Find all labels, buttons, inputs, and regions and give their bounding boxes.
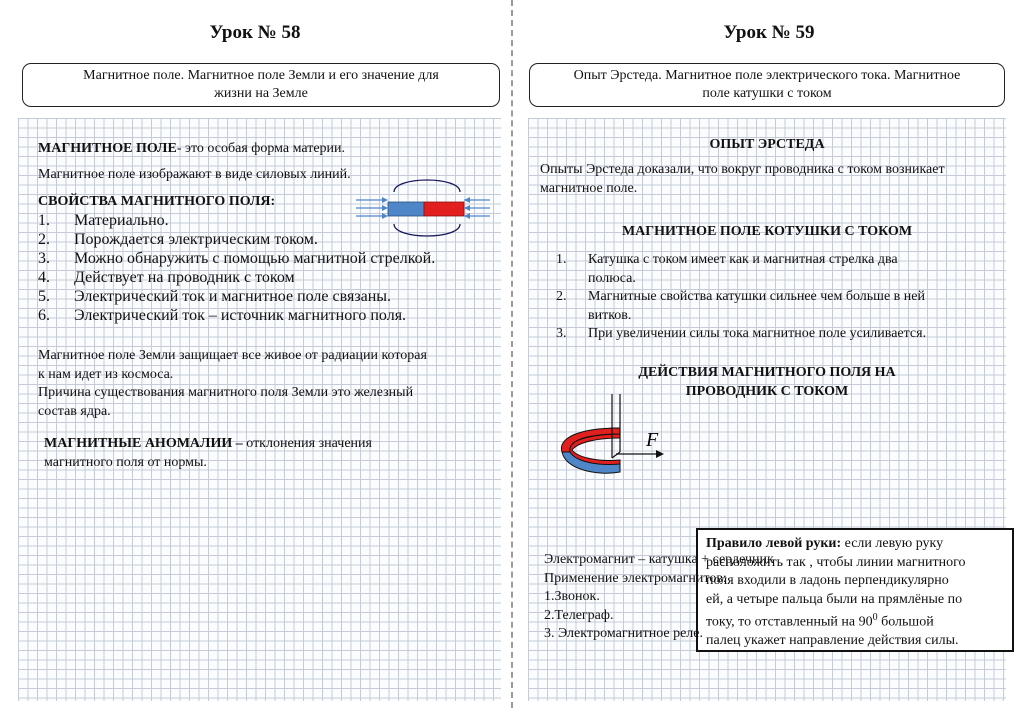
property-item — [38, 307, 438, 326]
rule-text: току, то отставленный на 90 — [706, 614, 873, 630]
earth-line: Магнитное поле Земли защищает все живое от радиации которая — [38, 348, 427, 363]
anomaly-line-2: магнитного поля от нормы. — [44, 455, 207, 470]
lesson-title: Урок № 59 — [723, 22, 815, 43]
property-text: Электрический ток и магнитное поле связаны. — [74, 288, 392, 305]
left-page — [0, 0, 510, 708]
property-item — [38, 288, 438, 307]
property-text: Электрический ток – источник магнитного поля. — [74, 307, 407, 324]
properties-heading: СВОЙСТВА МАГНИТНОГО ПОЛЯ: — [38, 194, 276, 209]
coil-item — [556, 288, 996, 325]
property-text: Можно обнаружить с помощью магнитной стрелкой. — [74, 250, 436, 267]
definition-line — [38, 140, 345, 159]
topic-box — [529, 63, 1005, 107]
coil-item — [556, 251, 996, 288]
earth-line: к нам идет из космоса. — [38, 366, 174, 382]
topic-line: Опыт Эрстеда. Магнитное поле электрического тока. Магнитное — [573, 68, 961, 83]
definition-term: МАГНИТНОЕ ПОЛЕ — [38, 141, 177, 156]
anomaly-term: МАГНИТНЫЕ АНОМАЛИИ – — [44, 436, 243, 451]
property-number: 5. — [38, 288, 50, 305]
action-heading-line: ПРОВОДНИК С ТОКОМ — [685, 384, 849, 399]
oersted-line: Опыты Эрстеда доказали, что вокруг проводника с током возникает — [540, 162, 945, 177]
grid-sheet — [18, 118, 501, 701]
property-text: Действует на проводник с током — [74, 269, 295, 286]
rule-text: большой — [877, 614, 934, 630]
coil-text: При увеличении силы тока магнитное поле усиливается. — [588, 326, 927, 341]
rule-text: если левую руку — [841, 536, 944, 551]
property-number: 3. — [38, 250, 50, 267]
definition-text: - это особая форма материи. — [176, 141, 346, 156]
force-label: F — [646, 429, 659, 451]
rule-line: поля входили в ладонь перпендикулярно — [706, 573, 949, 588]
topic-line: Магнитное поле. Магнитное поле Земли и его значение для — [83, 68, 439, 83]
lesson-title: Урок № 58 — [209, 22, 301, 43]
property-number: 6. — [38, 307, 50, 324]
rule-line: палец укажет направление действия силы. — [706, 633, 959, 649]
property-item — [38, 250, 438, 269]
oersted-line: магнитное поле. — [540, 181, 638, 196]
property-item — [38, 212, 438, 231]
topic-box — [22, 63, 500, 107]
anomaly-line — [44, 435, 372, 454]
action-heading-line: ДЕЙСТВИЯ МАГНИТНОГО ПОЛЯ НА — [638, 365, 896, 380]
property-number: 4. — [38, 269, 50, 286]
coil-list — [556, 251, 996, 344]
electromagnet-line: 2.Телеграф. — [544, 607, 614, 623]
electromagnet-line: Электромагнит – катушка + сердечник — [544, 552, 774, 567]
coil-item — [556, 325, 996, 344]
property-item — [38, 269, 438, 288]
property-item — [38, 231, 438, 250]
rule-line: ей, а четыре пальца были на прямлёные по — [706, 591, 963, 607]
coil-text: витков. — [588, 307, 632, 323]
earth-paragraph — [38, 347, 427, 421]
field-lines-text: Магнитное поле изображают в виде силовых линий. — [38, 167, 351, 182]
coil-number: 2. — [556, 289, 567, 304]
property-number: 2. — [38, 231, 50, 248]
rule-line: расположить так , чтобы линии магнитного — [706, 554, 966, 570]
coil-text: Катушка с током имеет как и магнитная стрелка два — [588, 252, 898, 267]
page-divider — [511, 0, 513, 708]
coil-number: 3. — [556, 326, 567, 341]
coil-number: 1. — [556, 252, 567, 267]
electromagnet-line: Применение электромагнитов: — [544, 570, 727, 586]
earth-line: Причина существования магнитного поля Земли это железный — [38, 385, 414, 400]
anomaly-text: отклонения значения — [242, 436, 372, 451]
coil-text: Магнитные свойства катушки сильнее чем больше в ней — [588, 289, 925, 304]
horseshoe-magnet-icon — [548, 394, 688, 488]
coil-text: полюса. — [588, 270, 636, 286]
electromagnet-block — [544, 551, 774, 644]
rule-term: Правило левой руки: — [706, 536, 842, 551]
electromagnet-line: 1.Звонок. — [544, 589, 600, 604]
oersted-heading: ОПЫТ ЭРСТЕДА — [709, 137, 825, 152]
topic-line: жизни на Земле — [214, 86, 308, 101]
properties-list — [38, 212, 438, 326]
degree-sup: 0 — [872, 612, 878, 623]
grid-sheet — [528, 118, 1006, 701]
electromagnet-line: 3. Электромагнитное реле. — [544, 626, 704, 641]
coil-heading: МАГНИТНОЕ ПОЛЕ КОТУШКИ С ТОКОМ — [621, 224, 913, 239]
property-number: 1. — [38, 212, 50, 229]
property-text: Материально. — [74, 212, 169, 229]
property-text: Порождается электрическим током. — [74, 231, 318, 248]
earth-line: состав ядра. — [38, 403, 111, 419]
right-page — [514, 0, 1024, 708]
topic-line: поле катушки с током — [702, 86, 832, 101]
